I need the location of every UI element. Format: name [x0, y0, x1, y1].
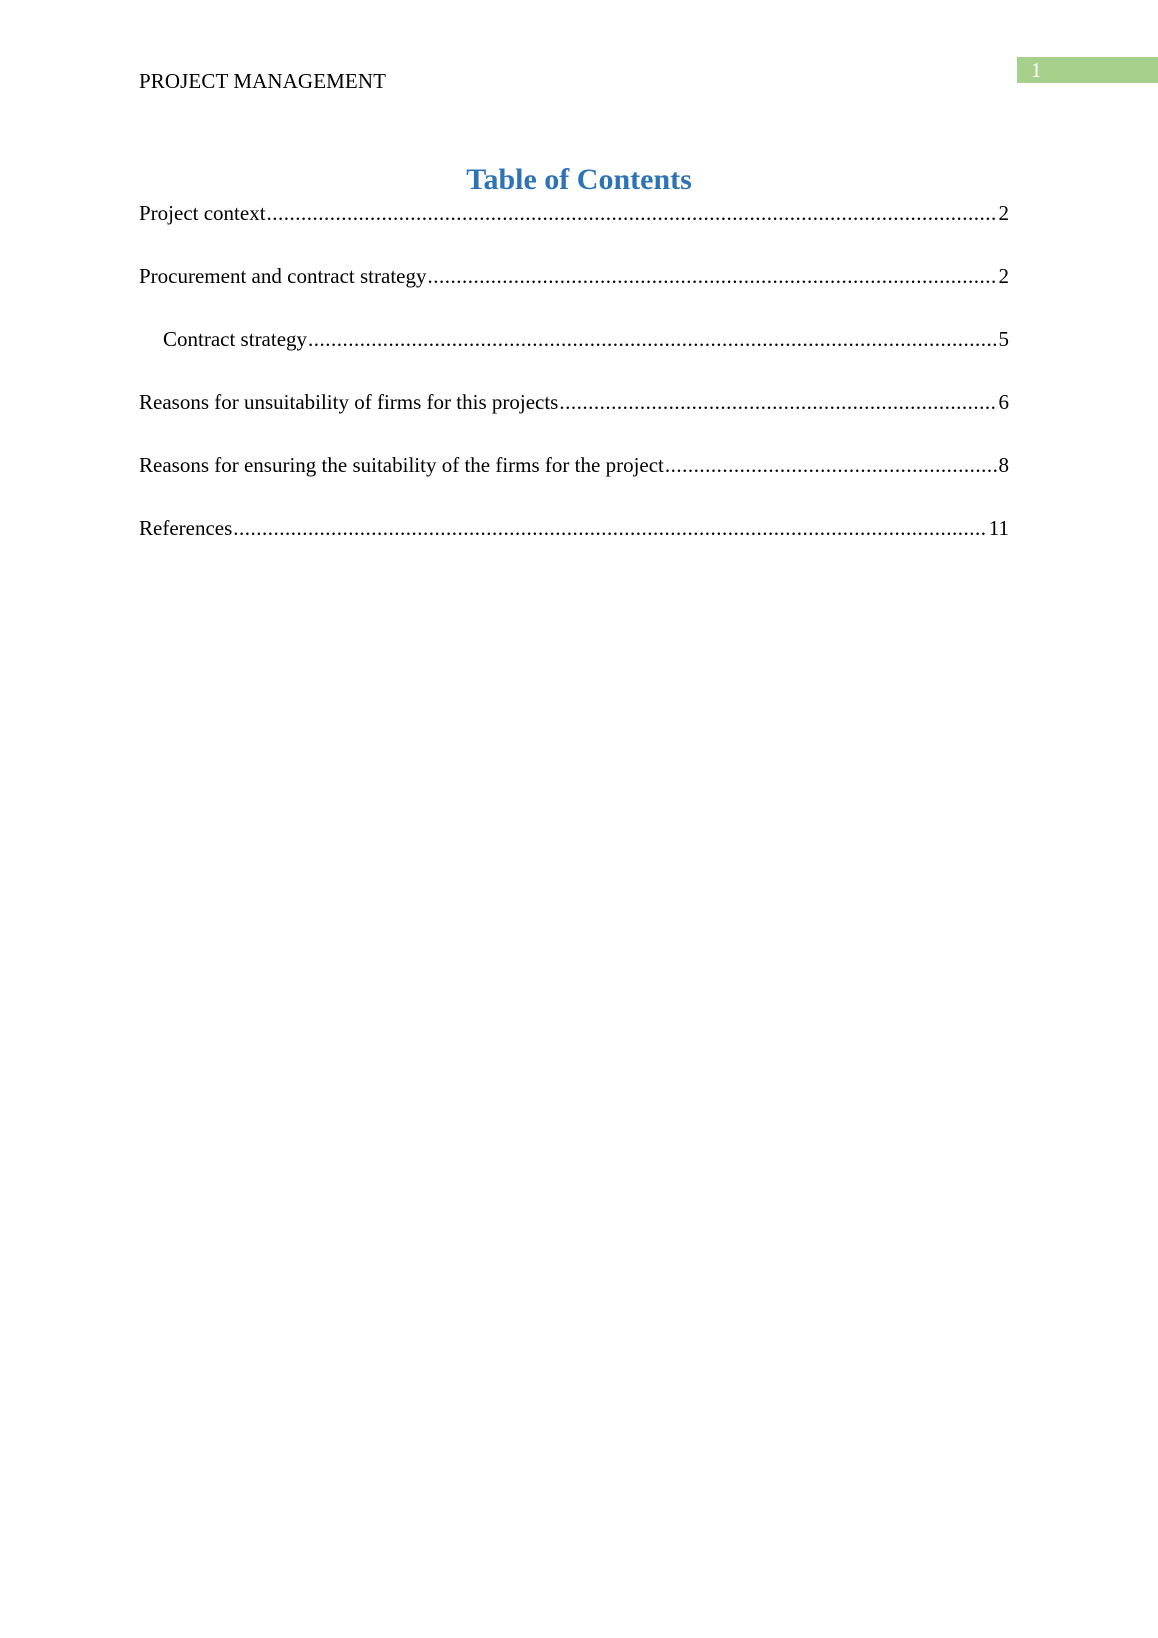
dot-leader — [308, 325, 997, 353]
toc-entry-page: 2 — [998, 201, 1009, 225]
toc-entry-references[interactable] — [139, 514, 1009, 577]
page-number: 1 — [1031, 58, 1042, 82]
toc-entry-label: References — [139, 516, 233, 540]
toc-entry-procurement-and-contract-strategy[interactable] — [139, 262, 1009, 325]
toc-entry-page: 8 — [998, 453, 1009, 477]
toc-entry-label: Reasons for ensuring the suitability of the firms for the project — [139, 453, 664, 477]
toc-entry-page: 6 — [998, 390, 1009, 414]
toc-entry-reasons-unsuitability[interactable] — [139, 388, 1009, 451]
toc-entry-contract-strategy[interactable] — [139, 325, 1009, 388]
dot-leader — [233, 514, 987, 542]
running-header: PROJECT MANAGEMENT — [139, 69, 387, 93]
toc-entry-page: 2 — [998, 264, 1009, 288]
toc-entry-page: 11 — [988, 516, 1009, 540]
toc-title-text: Table of Contents — [466, 163, 692, 196]
table-of-contents — [139, 199, 1009, 577]
toc-entry-project-context[interactable] — [139, 199, 1009, 262]
toc-entry-label: Reasons for unsuitability of firms for this projects — [139, 390, 559, 414]
dot-leader — [665, 451, 998, 479]
toc-entry-reasons-suitability[interactable] — [139, 451, 1009, 514]
toc-entry-label: Procurement and contract strategy — [139, 264, 427, 288]
dot-leader — [559, 388, 997, 416]
toc-title — [0, 162, 1158, 198]
toc-entry-label: Project context — [139, 201, 266, 225]
toc-entry-label: Contract strategy — [163, 327, 308, 351]
page-number-badge — [1017, 57, 1158, 83]
dot-leader — [427, 262, 997, 290]
dot-leader — [267, 199, 998, 227]
toc-entry-page: 5 — [998, 327, 1009, 351]
